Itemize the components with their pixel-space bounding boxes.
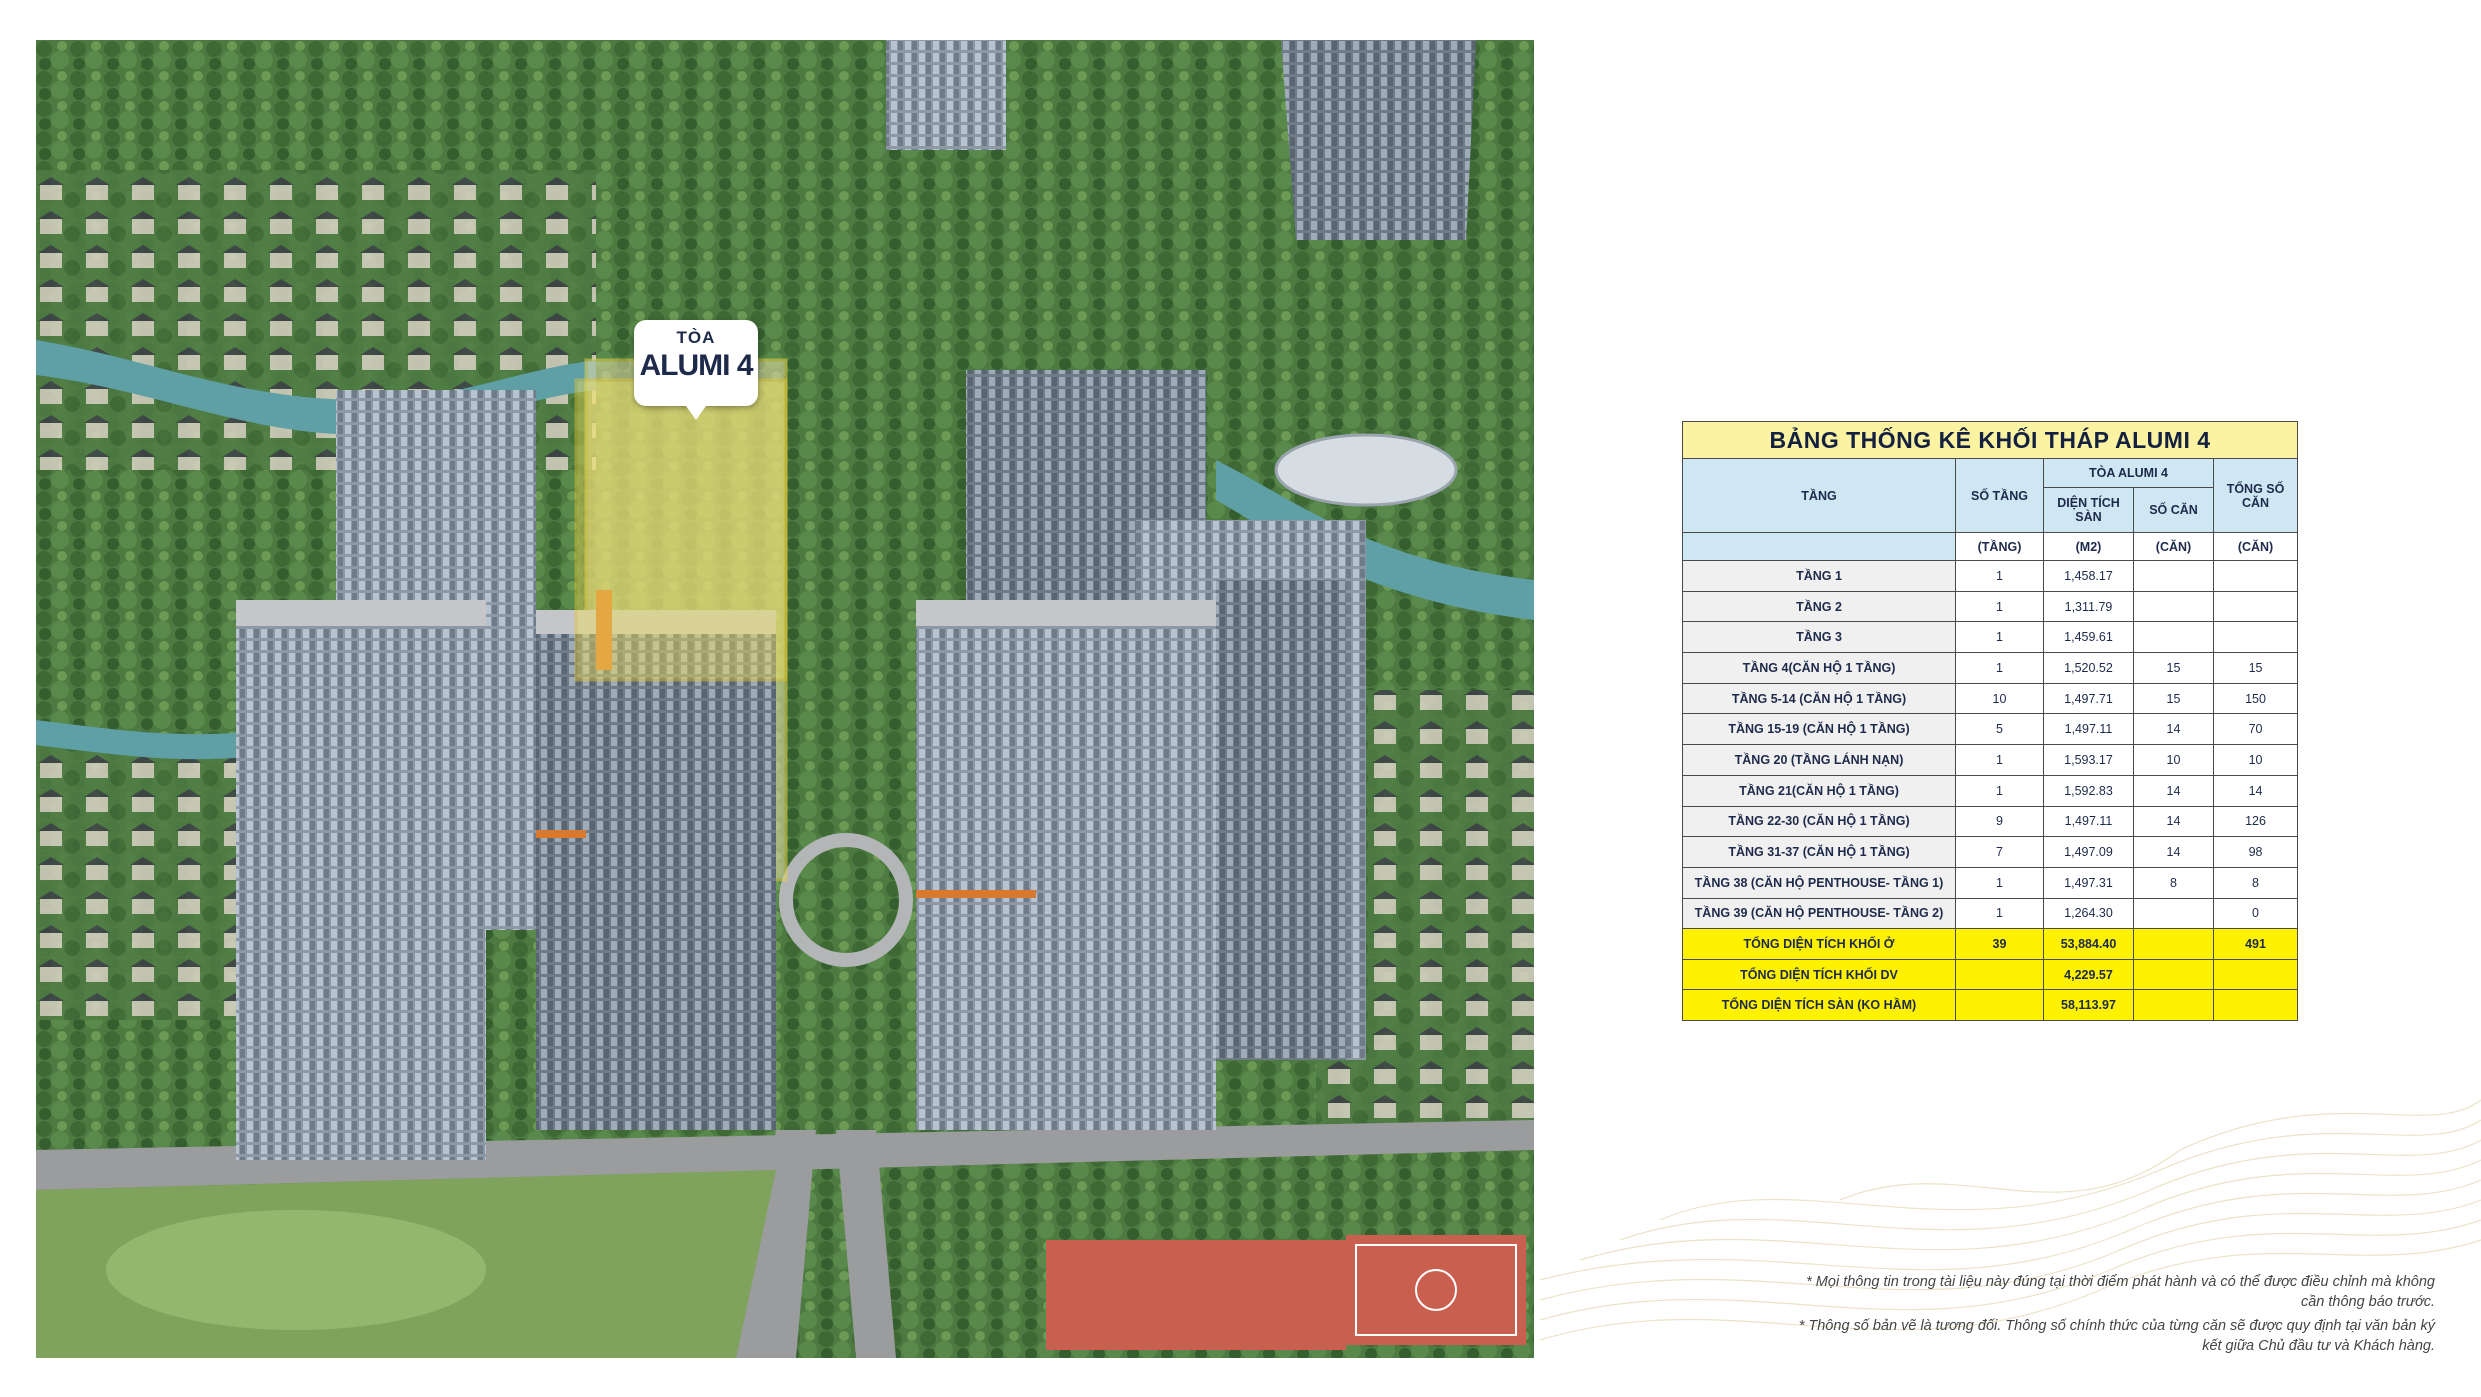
row-value: 1 <box>1956 591 2044 622</box>
row-label: TẦNG 3 <box>1683 622 1956 653</box>
row-value <box>2134 898 2214 929</box>
total-row <box>1683 959 2298 990</box>
row-value: 58,113.97 <box>2044 990 2134 1021</box>
row-value: 1,497.09 <box>2044 837 2134 868</box>
row-value: 70 <box>2214 714 2298 745</box>
row-value: 10 <box>1956 683 2044 714</box>
row-label: TỔNG DIỆN TÍCH SÀN (KO HẦM) <box>1683 990 1956 1021</box>
table-row <box>1683 775 2298 806</box>
row-value: 1,311.79 <box>2044 591 2134 622</box>
table-body <box>1683 561 2298 929</box>
row-value: 98 <box>2214 837 2298 868</box>
footnote-2 <box>1635 1316 2435 1356</box>
row-value: 1,264.30 <box>2044 898 2134 929</box>
row-label: TẦNG 5-14 (CĂN HỘ 1 TẦNG) <box>1683 683 1956 714</box>
row-value: 1 <box>1956 867 2044 898</box>
tower-callout <box>634 320 758 406</box>
row-value: 14 <box>2134 806 2214 837</box>
row-value: 9 <box>1956 806 2044 837</box>
row-value <box>2214 591 2298 622</box>
row-label: TẦNG 2 <box>1683 591 1956 622</box>
row-label: TẦNG 38 (CĂN HỘ PENTHOUSE- TẦNG 1) <box>1683 867 1956 898</box>
table-title: BẢNG THỐNG KÊ KHỐI THÁP ALUMI 4 <box>1683 422 2298 459</box>
row-label: TỔNG DIỆN TÍCH KHỐI Ở <box>1683 929 1956 960</box>
row-label: TẦNG 22-30 (CĂN HỘ 1 TẦNG) <box>1683 806 1956 837</box>
header-area: DIỆN TÍCH SÀN <box>2044 488 2134 533</box>
row-value <box>2134 929 2214 960</box>
unit-cell: (CĂN) <box>2134 533 2214 561</box>
row-label: TẦNG 20 (TẦNG LÁNH NẠN) <box>1683 745 1956 776</box>
table-row <box>1683 806 2298 837</box>
header-units: SỐ CĂN <box>2134 488 2214 533</box>
table-row <box>1683 867 2298 898</box>
row-value: 1 <box>1956 653 2044 684</box>
table-row <box>1683 622 2298 653</box>
footnote-1-line2: cần thông báo trước. <box>2300 1294 2435 1310</box>
row-value <box>2134 622 2214 653</box>
row-value <box>2214 622 2298 653</box>
row-value <box>2214 990 2298 1021</box>
units-row <box>1683 533 2298 561</box>
total-row <box>1683 929 2298 960</box>
row-value: 14 <box>2134 714 2214 745</box>
row-value: 10 <box>2134 745 2214 776</box>
table-totals <box>1683 929 2298 1021</box>
row-value: 8 <box>2214 867 2298 898</box>
row-label: TẦNG 1 <box>1683 561 1956 592</box>
row-value <box>2134 990 2214 1021</box>
row-value: 14 <box>2134 775 2214 806</box>
alumi4-stats-table <box>1682 421 2298 1021</box>
unit-cell: (TẦNG) <box>1956 533 2044 561</box>
callout-line1: TÒA <box>676 328 716 347</box>
row-value: 150 <box>2214 683 2298 714</box>
row-value: 0 <box>2214 898 2298 929</box>
table-row <box>1683 653 2298 684</box>
table-row <box>1683 591 2298 622</box>
row-value: 1,458.17 <box>2044 561 2134 592</box>
header-floor: TẦNG <box>1683 459 1956 533</box>
row-value: 14 <box>2214 775 2298 806</box>
row-value: 1 <box>1956 775 2044 806</box>
table-row <box>1683 837 2298 868</box>
row-value: 1,497.11 <box>2044 806 2134 837</box>
row-label: TẦNG 4(CĂN HỘ 1 TẦNG) <box>1683 653 1956 684</box>
row-value <box>2214 561 2298 592</box>
table-row <box>1683 898 2298 929</box>
row-value: 8 <box>2134 867 2214 898</box>
row-value: 1 <box>1956 622 2044 653</box>
row-value <box>2214 959 2298 990</box>
row-label: TỔNG DIỆN TÍCH KHỐI DV <box>1683 959 1956 990</box>
row-value: 1,497.11 <box>2044 714 2134 745</box>
row-value: 491 <box>2214 929 2298 960</box>
aerial-render <box>36 40 1534 1358</box>
unit-cell: (CĂN) <box>2214 533 2298 561</box>
row-value: 1 <box>1956 898 2044 929</box>
footnote-2-line1: * Thông số bản vẽ là tương đối. Thông số chính thức của từng căn sẽ được quy định tại văn bản ký <box>1798 1318 2435 1334</box>
row-value <box>2134 959 2214 990</box>
row-value: 1,593.17 <box>2044 745 2134 776</box>
footnote-2-line2: kết giữa Chủ đầu tư và Khách hàng. <box>2202 1338 2435 1354</box>
row-value: 1 <box>1956 745 2044 776</box>
row-label: TẦNG 15-19 (CĂN HỘ 1 TẦNG) <box>1683 714 1956 745</box>
table-row <box>1683 683 2298 714</box>
row-value: 14 <box>2134 837 2214 868</box>
row-value: 15 <box>2214 653 2298 684</box>
row-value: 5 <box>1956 714 2044 745</box>
row-value: 126 <box>2214 806 2298 837</box>
row-value <box>1956 990 2044 1021</box>
row-value: 1,497.71 <box>2044 683 2134 714</box>
row-value: 7 <box>1956 837 2044 868</box>
unit-cell: (M2) <box>2044 533 2134 561</box>
total-row <box>1683 990 2298 1021</box>
row-value <box>1956 959 2044 990</box>
header-group: TÒA ALUMI 4 <box>2044 459 2214 488</box>
row-value: 1,520.52 <box>2044 653 2134 684</box>
table-row <box>1683 714 2298 745</box>
header-total-units: TỔNG SỐ CĂN <box>2214 459 2298 533</box>
row-value: 10 <box>2214 745 2298 776</box>
row-label: TẦNG 31-37 (CĂN HỘ 1 TẦNG) <box>1683 837 1956 868</box>
header-num-floors: SỐ TẦNG <box>1956 459 2044 533</box>
row-value: 1,459.61 <box>2044 622 2134 653</box>
row-value <box>2134 591 2214 622</box>
table-row <box>1683 561 2298 592</box>
unit-floor-blank <box>1683 533 1956 561</box>
aerial-illustration <box>36 40 1534 1358</box>
row-label: TẦNG 21(CĂN HỘ 1 TẦNG) <box>1683 775 1956 806</box>
row-value: 15 <box>2134 653 2214 684</box>
row-value: 1,497.31 <box>2044 867 2134 898</box>
row-value: 1,592.83 <box>2044 775 2134 806</box>
row-value: 4,229.57 <box>2044 959 2134 990</box>
footnote-1-line1: * Mọi thông tin trong tài liệu này đúng tại thời điểm phát hành và có thể được điều chỉnh mà không <box>1806 1274 2435 1290</box>
callout-line2: ALUMI 4 <box>639 349 753 382</box>
row-value: 53,884.40 <box>2044 929 2134 960</box>
row-label: TẦNG 39 (CĂN HỘ PENTHOUSE- TẦNG 2) <box>1683 898 1956 929</box>
row-value: 1 <box>1956 561 2044 592</box>
table-row <box>1683 745 2298 776</box>
footnote-1 <box>1635 1272 2435 1312</box>
row-value: 39 <box>1956 929 2044 960</box>
row-value <box>2134 561 2214 592</box>
row-value: 15 <box>2134 683 2214 714</box>
